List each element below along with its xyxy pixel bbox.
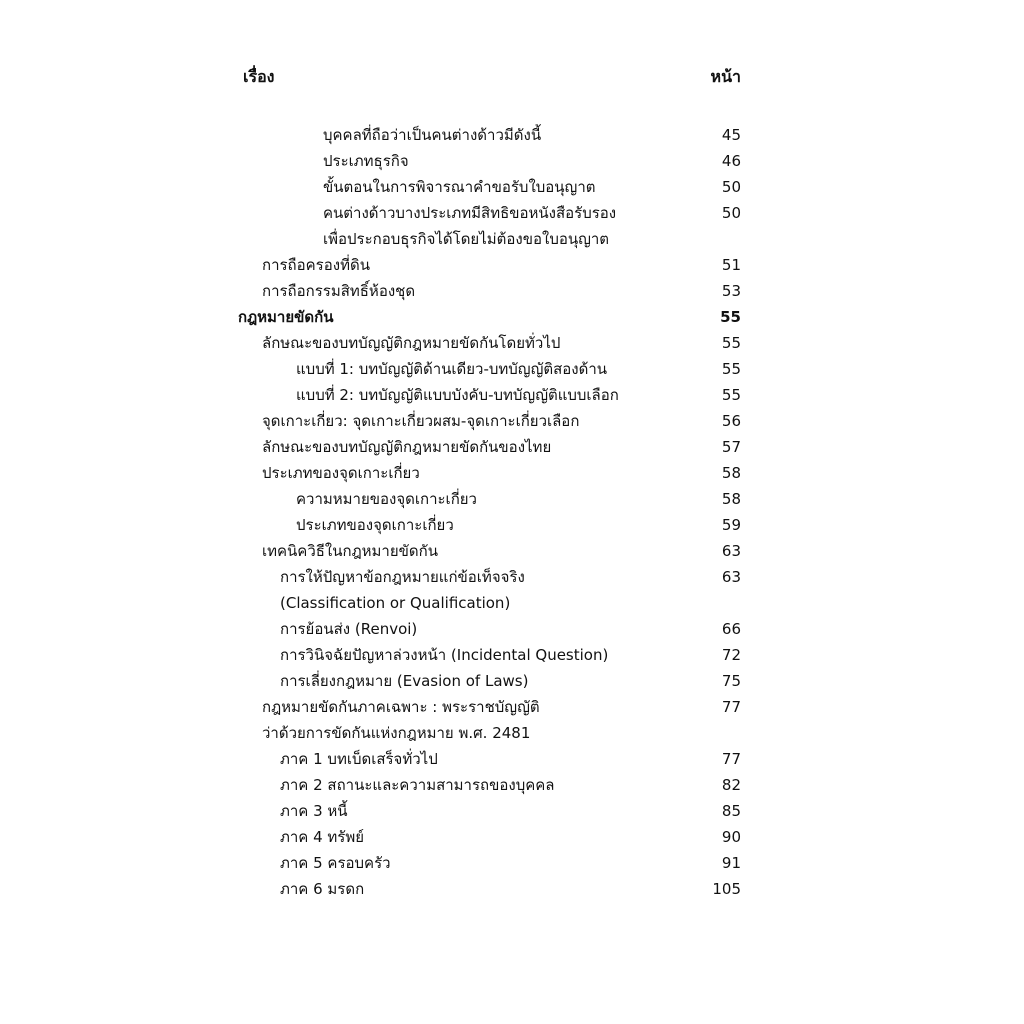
toc-entry <box>0 772 1024 798</box>
toc-entry <box>0 356 1024 382</box>
toc-entry <box>0 694 1024 720</box>
toc-entry-page: 85 <box>721 802 741 820</box>
toc-entry-page: 50 <box>721 178 741 196</box>
toc-entry-page: 51 <box>721 256 741 274</box>
toc-entry <box>0 408 1024 434</box>
toc-entry <box>0 304 1024 330</box>
toc-entry-page: 55 <box>721 360 741 378</box>
table-of-contents <box>0 122 1024 902</box>
toc-entry-page: 58 <box>721 464 741 482</box>
toc-entry-title: คนต่างด้าวบางประเภทมีสิทธิขอหนังสือรับรอง <box>323 204 617 222</box>
toc-entry-title: ภาค 3 หนี้ <box>280 802 348 820</box>
toc-entry <box>0 564 1024 590</box>
toc-entry-title: ภาค 2 สถานะและความสามารถของบุคคล <box>280 776 555 794</box>
toc-entry <box>0 148 1024 174</box>
toc-entry-title: ภาค 5 ครอบครัว <box>280 854 391 872</box>
toc-entry-page: 50 <box>721 204 741 222</box>
header-title: เรื่อง <box>243 67 275 86</box>
toc-entry-title: การย้อนส่ง (Renvoi) <box>280 620 418 638</box>
toc-entry <box>0 200 1024 226</box>
toc-entry-page: 56 <box>721 412 741 430</box>
toc-entry <box>0 122 1024 148</box>
toc-entry-page: 46 <box>721 152 741 170</box>
toc-entry-title: ลักษณะของบทบัญญัติกฎหมายขัดกันโดยทั่วไป <box>262 334 561 352</box>
toc-entry-title: (Classification or Qualification) <box>280 594 511 612</box>
toc-entry-title: การถือกรรมสิทธิ์ห้องชุด <box>262 282 416 300</box>
toc-entry-page: 55 <box>721 386 741 404</box>
toc-entry <box>0 252 1024 278</box>
toc-entry-page: 77 <box>721 698 741 716</box>
toc-entry-title: แบบที่ 2: บทบัญญัติแบบบังคับ-บทบัญญัติแบบเลือก <box>296 386 619 404</box>
toc-entry <box>0 746 1024 772</box>
toc-entry-title: เพื่อประกอบธุรกิจได้โดยไม่ต้องขอใบอนุญาต <box>323 230 610 248</box>
toc-entry-title: ภาค 6 มรดก <box>280 880 365 898</box>
toc-entry-title: ประเภทของจุดเกาะเกี่ยว <box>296 516 454 534</box>
toc-entry-title: ภาค 1 บทเบ็ดเสร็จทั่วไป <box>280 750 438 768</box>
toc-entry <box>0 486 1024 512</box>
toc-entry-title: ประเภทของจุดเกาะเกี่ยว <box>262 464 420 482</box>
toc-entry-page: 63 <box>721 568 741 586</box>
toc-entry-title: แบบที่ 1: บทบัญญัติด้านเดียว-บทบัญญัติสองด้าน <box>296 360 608 378</box>
toc-entry <box>0 512 1024 538</box>
toc-entry <box>0 538 1024 564</box>
toc-entry-title: จุดเกาะเกี่ยว: จุดเกาะเกี่ยวผสม-จุดเกาะเกี่ยวเลือก <box>262 412 580 430</box>
toc-entry-title: ขั้นตอนในการพิจารณาคำขอรับใบอนุญาต <box>323 178 596 196</box>
toc-entry-title: ภาค 4 ทรัพย์ <box>280 828 365 846</box>
toc-entry-title: ว่าด้วยการขัดกันแห่งกฎหมาย พ.ศ. 2481 <box>262 724 531 742</box>
toc-entry <box>0 642 1024 668</box>
toc-entry <box>0 590 1024 616</box>
toc-entry-page: 45 <box>721 126 741 144</box>
toc-entry-page: 72 <box>721 646 741 664</box>
toc-entry-page: 91 <box>721 854 741 872</box>
toc-entry <box>0 460 1024 486</box>
toc-entry-page: 55 <box>721 334 741 352</box>
toc-entry-page: 53 <box>721 282 741 300</box>
toc-entry-title: กฎหมายขัดกันภาคเฉพาะ : พระราชบัญญัติ <box>262 698 540 716</box>
toc-entry-title: การถือครองที่ดิน <box>262 256 370 274</box>
toc-entry <box>0 330 1024 356</box>
toc-entry-page: 66 <box>721 620 741 638</box>
toc-entry-page: 105 <box>712 880 741 898</box>
toc-entry-title: กฎหมายขัดกัน <box>238 308 334 326</box>
toc-entry-title: การวินิจฉัยปัญหาล่วงหน้า (Incidental Question) <box>280 646 609 664</box>
toc-entry-title: ลักษณะของบทบัญญัติกฎหมายขัดกันของไทย <box>262 438 552 456</box>
toc-entry-page: 82 <box>721 776 741 794</box>
toc-entry-title: บุคคลที่ถือว่าเป็นคนต่างด้าวมีดังนี้ <box>323 126 542 144</box>
toc-entry-page: 63 <box>721 542 741 560</box>
toc-entry <box>0 616 1024 642</box>
toc-entry <box>0 382 1024 408</box>
toc-entry-title: การให้ปัญหาข้อกฎหมายแก่ข้อเท็จจริง <box>280 568 525 586</box>
toc-entry <box>0 850 1024 876</box>
toc-entry-title: การเลี่ยงกฎหมาย (Evasion of Laws) <box>280 672 529 690</box>
toc-entry <box>0 278 1024 304</box>
toc-entry <box>0 226 1024 252</box>
toc-entry-page: 57 <box>721 438 741 456</box>
toc-entry-title: ประเภทธุรกิจ <box>323 152 409 170</box>
toc-entry-page: 59 <box>721 516 741 534</box>
toc-entry <box>0 174 1024 200</box>
toc-entry-page: 55 <box>720 308 741 326</box>
toc-entry-page: 90 <box>721 828 741 846</box>
toc-entry <box>0 876 1024 902</box>
toc-entry <box>0 720 1024 746</box>
toc-entry-title: เทคนิควิธีในกฎหมายขัดกัน <box>262 542 438 560</box>
toc-entry <box>0 434 1024 460</box>
toc-entry <box>0 798 1024 824</box>
toc-entry-page: 75 <box>721 672 741 690</box>
toc-entry-title: ความหมายของจุดเกาะเกี่ยว <box>296 490 477 508</box>
toc-entry-page: 58 <box>721 490 741 508</box>
toc-entry-page: 77 <box>721 750 741 768</box>
toc-entry <box>0 824 1024 850</box>
toc-entry <box>0 668 1024 694</box>
header-page-label: หน้า <box>710 67 741 86</box>
